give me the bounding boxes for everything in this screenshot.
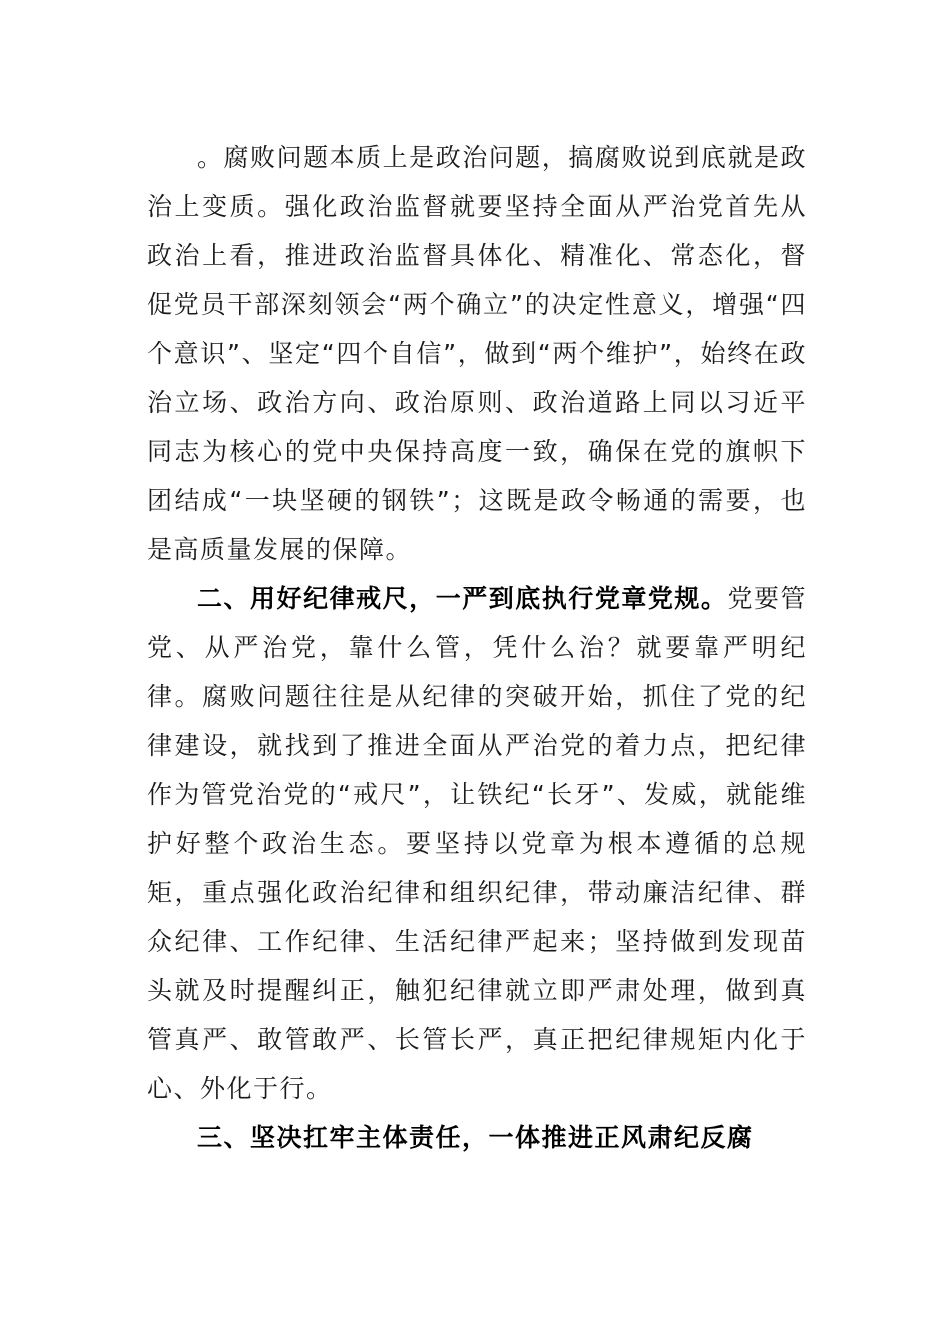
section-heading-3 [147,1113,807,1162]
paragraph-text: 党要管党、从严治党，靠什么管，凭什么治？就要靠严明纪律。腐败问题往往是从纪律的突破开始，抓住了党的纪律建设，就找到了推进全面从严治党的着力点，把纪律作为管党治党的“戒尺”，让铁纪“长牙”、发威，就能维护好整个政治生态。要坚持以党章为根本遵循的总规矩，重点强化政治纪律和组织纪律，带动廉洁纪律、群众纪律、工作纪律、生活纪律严起来；坚持做到发现苗头就及时提醒纠正，触犯纪律就立即严肃处理，做到真管真严、敢管敢严、长管长严，真正把纪律规矩内化于心、外化于行。 [147,584,807,1103]
section-heading-2: 二、用好纪律戒尺，一严到底执行党章党规。 [197,584,728,613]
section-heading-3-text: 三、坚决扛牢主体责任，一体推进正风肃纪反腐 [197,1123,754,1152]
paragraph-political-supervision [147,133,807,574]
paragraph-discipline [147,574,807,1113]
document-body [147,133,807,1162]
paragraph-text: 。腐败问题本质上是政治问题，搞腐败说到底就是政治上变质。强化政治监督就要坚持全面从严治党首先从政治上看，推进政治监督具体化、精准化、常态化，督促党员干部深刻领会“两个确立”的决定性意义，增强“四个意识”、坚定“四个自信”，做到“两个维护”，始终在政治立场、政治方向、政治原则、政治道路上同以习近平同志为核心的党中央保持高度一致，确保在党的旗帜下团结成“一块坚硬的钢铁”；这既是政令畅通的需要，也是高质量发展的保障。 [147,143,807,564]
